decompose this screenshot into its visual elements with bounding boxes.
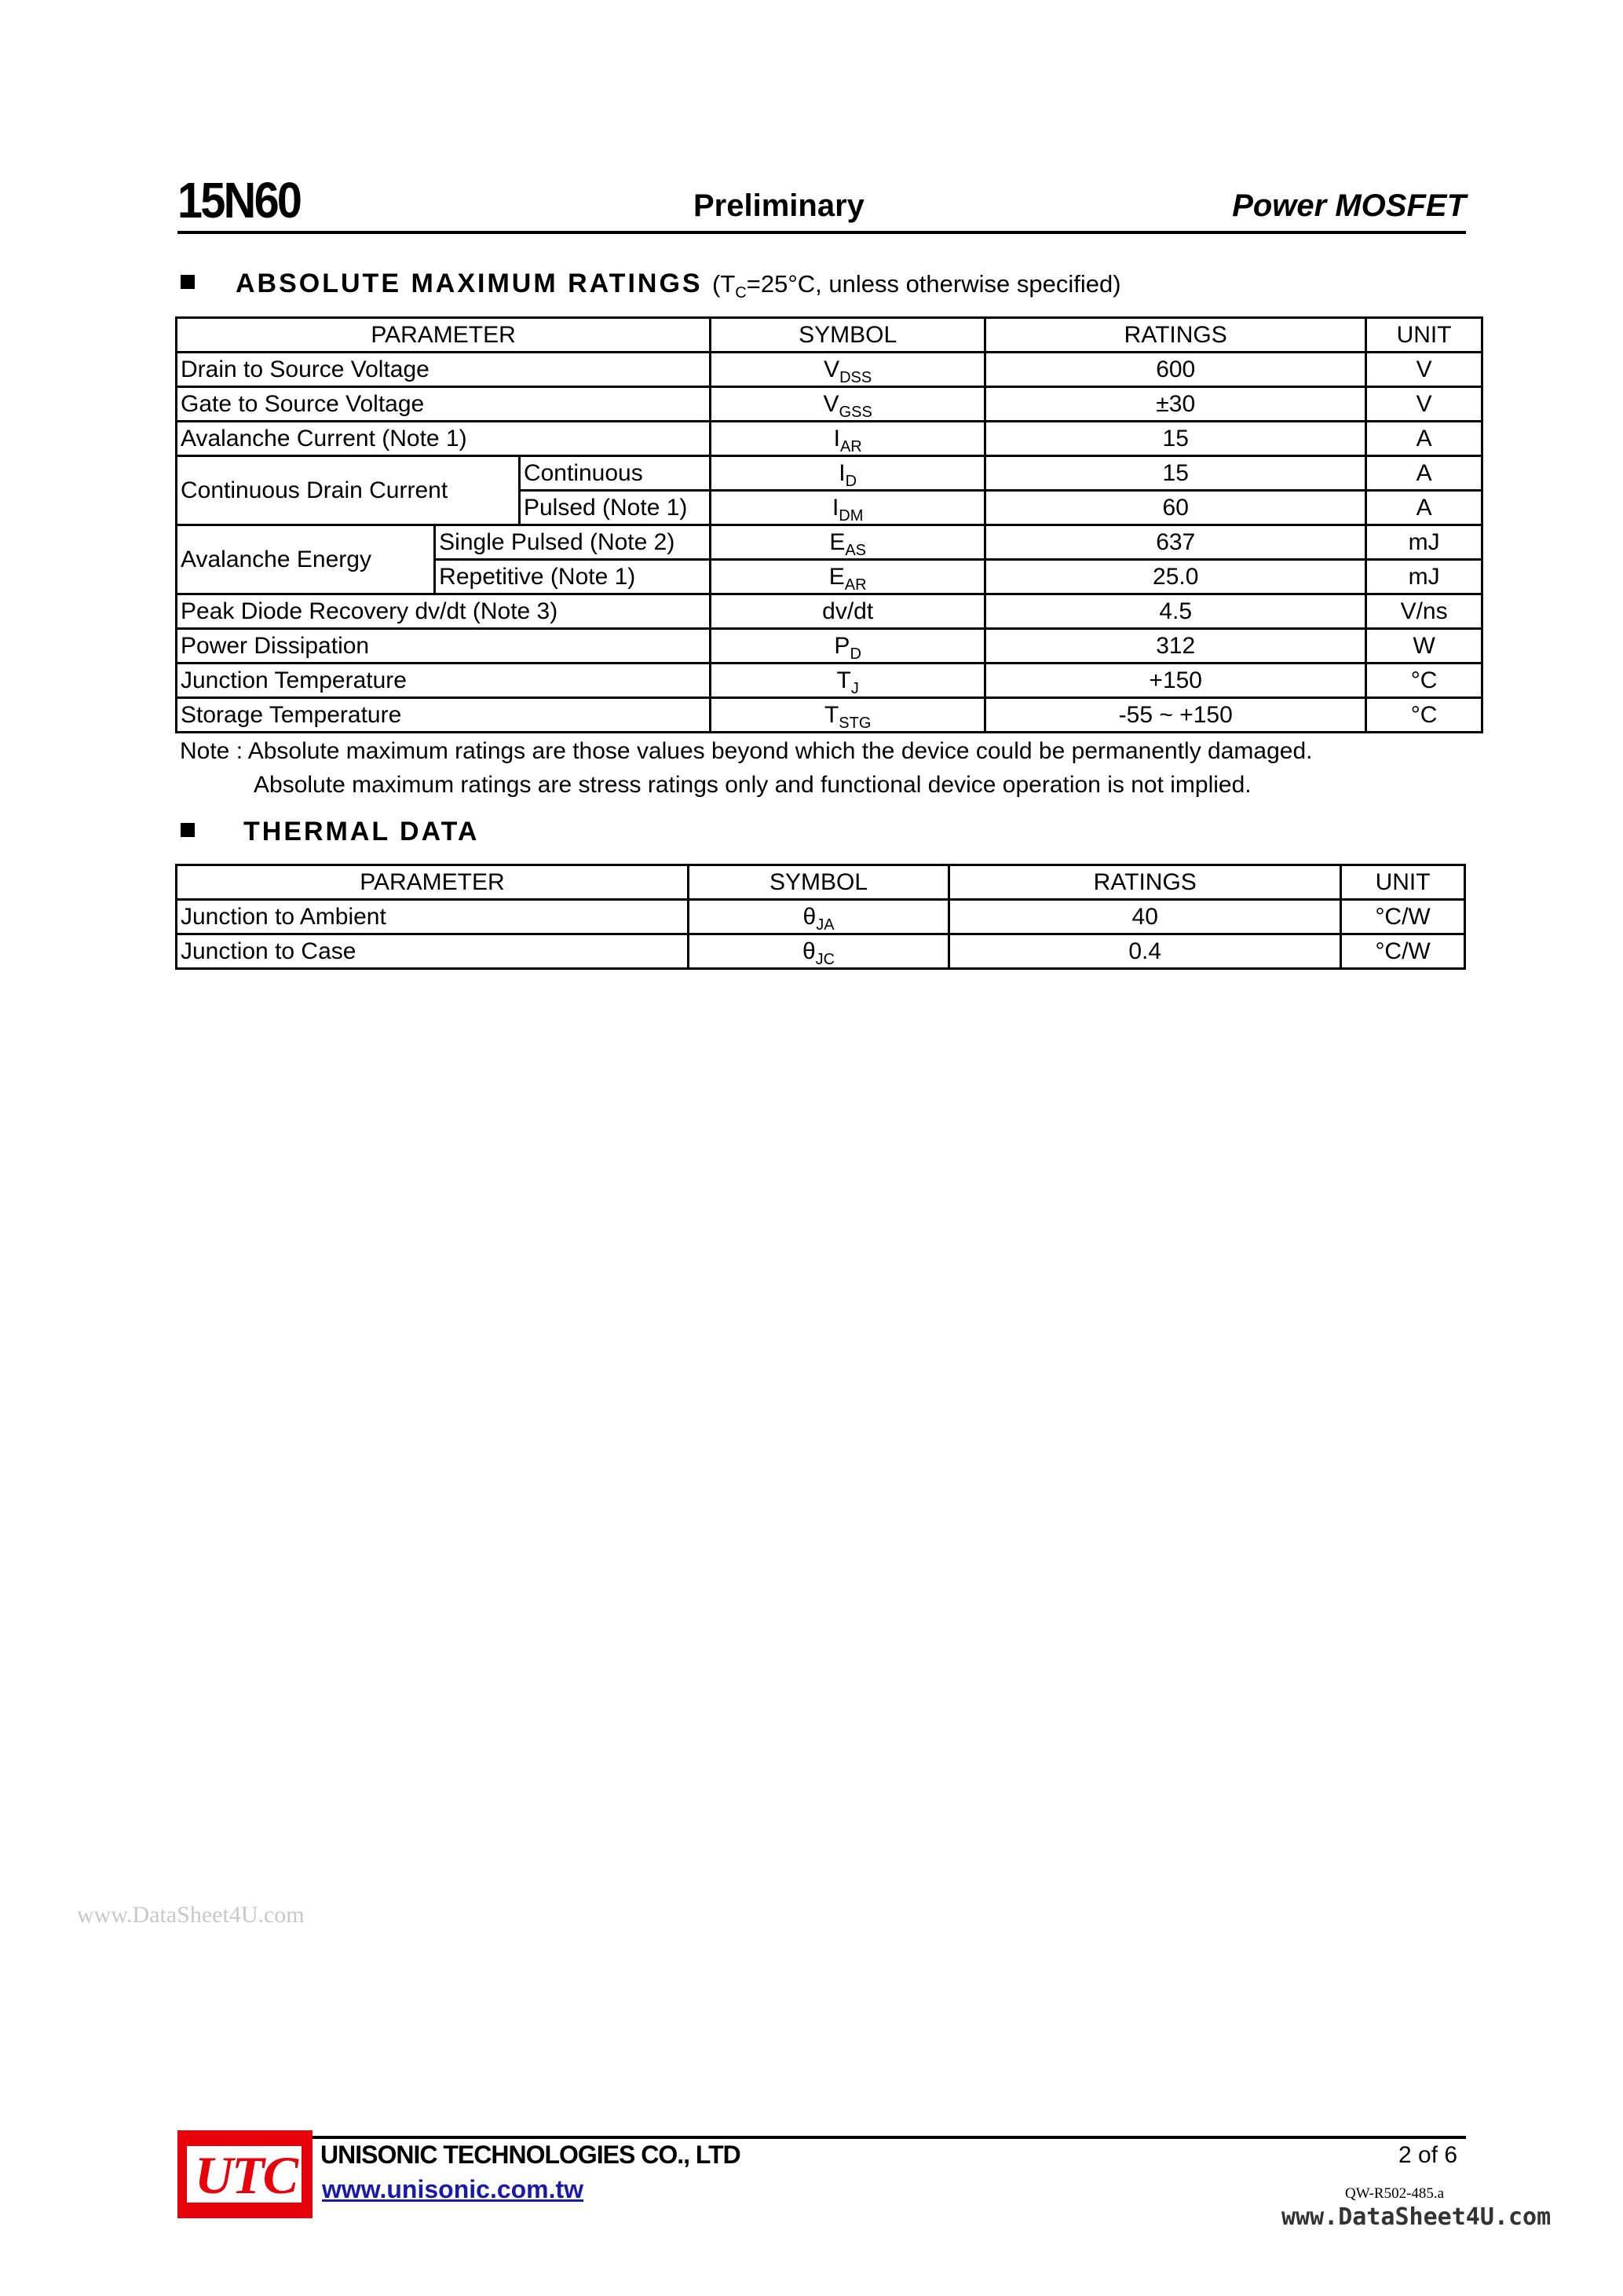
- unit-cell: A: [1366, 491, 1482, 525]
- rating-cell: 40: [949, 900, 1341, 934]
- table-row: [177, 594, 1482, 629]
- unit-cell: °C/W: [1341, 934, 1465, 969]
- symbol-cell: $\theta_{JA}$: [688, 900, 949, 934]
- abs-max-heading: [181, 269, 1121, 302]
- company-name: UNISONIC TECHNOLOGIES CO., LTD: [320, 2141, 740, 2169]
- utc-logo: UTC: [177, 2130, 313, 2218]
- condition-cell: Pulsed (Note 1): [519, 491, 710, 525]
- rating-cell: 60: [985, 491, 1366, 525]
- symbol-cell: $T_{STG}$: [711, 698, 985, 733]
- unit-cell: W: [1366, 629, 1482, 664]
- abs-max-title: ABSOLUTE MAXIMUM RATINGS: [236, 269, 703, 298]
- footer-watermark: www.DataSheet4U.com: [1281, 2203, 1552, 2231]
- header-symbol: SYMBOL: [688, 865, 949, 900]
- symbol-cell: $\theta_{JC}$: [688, 934, 949, 969]
- unit-cell: A: [1366, 456, 1482, 491]
- table-row: [177, 353, 1482, 387]
- unit-cell: mJ: [1366, 560, 1482, 594]
- rating-cell: 15: [985, 456, 1366, 491]
- unit-cell: V: [1366, 353, 1482, 387]
- rating-cell: -55 ~ +150: [985, 698, 1366, 733]
- param-cell: Avalanche Energy: [177, 525, 435, 594]
- symbol-cell: $V_{DSS}$: [711, 353, 985, 387]
- unit-cell: °C/W: [1341, 900, 1465, 934]
- page-number: 2 of 6: [1398, 2142, 1458, 2168]
- symbol-cell: $P_D$: [711, 629, 985, 664]
- rating-cell: ±30: [985, 387, 1366, 422]
- symbol-cell: $T_J$: [711, 664, 985, 698]
- abs-max-condition: ($T_C=25^\circ C$, unless otherwise specified): [712, 270, 1121, 302]
- square-bullet-icon: [181, 275, 195, 289]
- rating-cell: 637: [985, 525, 1366, 560]
- param-cell: Continuous Drain Current: [177, 456, 520, 525]
- thermal-title: THERMAL DATA: [243, 817, 480, 846]
- table-row: [177, 900, 1465, 934]
- condition-cell: Repetitive (Note 1): [435, 560, 711, 594]
- header-rule: [177, 231, 1466, 234]
- product-type: Power MOSFET: [1232, 188, 1466, 223]
- table-row: [177, 525, 1482, 560]
- symbol-cell: $E_{AR}$: [711, 560, 985, 594]
- document-status: Preliminary: [693, 188, 865, 223]
- unit-cell: V/ns: [1366, 594, 1482, 629]
- table-row: [177, 422, 1482, 456]
- symbol-cell: $I_{AR}$: [711, 422, 985, 456]
- header-ratings: RATINGS: [985, 318, 1366, 353]
- footer-rule: [177, 2136, 1466, 2139]
- abs-max-note-line-1: Note : Absolute maximum ratings are those values beyond which the device could be permanently damaged.: [180, 738, 1313, 764]
- symbol-cell: dv/dt: [711, 594, 985, 629]
- rating-cell: 600: [985, 353, 1366, 387]
- param-cell: Junction Temperature: [177, 664, 711, 698]
- unit-cell: A: [1366, 422, 1482, 456]
- param-cell: Storage Temperature: [177, 698, 711, 733]
- rating-cell: +150: [985, 664, 1366, 698]
- rating-cell: 15: [985, 422, 1366, 456]
- rating-cell: 25.0: [985, 560, 1366, 594]
- param-cell: Power Dissipation: [177, 629, 711, 664]
- header-symbol: SYMBOL: [711, 318, 985, 353]
- table-header-row: [177, 318, 1482, 353]
- unit-cell: °C: [1366, 698, 1482, 733]
- table-row: [177, 698, 1482, 733]
- param-cell: Drain to Source Voltage: [177, 353, 711, 387]
- condition-cell: Single Pulsed (Note 2): [435, 525, 711, 560]
- unit-cell: V: [1366, 387, 1482, 422]
- square-bullet-icon: [181, 823, 195, 837]
- document-number: QW-R502-485.a: [1345, 2185, 1445, 2202]
- param-cell: Junction to Case: [177, 934, 689, 969]
- table-row: [177, 934, 1465, 969]
- rating-cell: 4.5: [985, 594, 1366, 629]
- header-parameter: PARAMETER: [177, 318, 711, 353]
- table-header-row: [177, 865, 1465, 900]
- abs-max-note-line-2: Absolute maximum ratings are stress ratings only and functional device operation is not implied.: [254, 772, 1252, 798]
- company-website-link[interactable]: www.unisonic.com.tw: [322, 2175, 584, 2203]
- watermark: www.DataSheet4U.com: [77, 1902, 305, 1928]
- header-parameter: PARAMETER: [177, 865, 689, 900]
- header-unit: UNIT: [1366, 318, 1482, 353]
- table-row: [177, 629, 1482, 664]
- part-number: 15N60: [177, 172, 301, 229]
- thermal-table: [175, 864, 1466, 970]
- param-cell: Avalanche Current (Note 1): [177, 422, 711, 456]
- symbol-cell: $I_{DM}$: [711, 491, 985, 525]
- abs-max-table: [175, 316, 1483, 733]
- table-row: [177, 664, 1482, 698]
- header-unit: UNIT: [1341, 865, 1465, 900]
- symbol-cell: $E_{AS}$: [711, 525, 985, 560]
- rating-cell: 312: [985, 629, 1366, 664]
- thermal-heading: [181, 817, 479, 847]
- table-row: [177, 387, 1482, 422]
- symbol-cell: $I_D$: [711, 456, 985, 491]
- unit-cell: °C: [1366, 664, 1482, 698]
- rating-cell: 0.4: [949, 934, 1341, 969]
- param-cell: Gate to Source Voltage: [177, 387, 711, 422]
- param-cell: Junction to Ambient: [177, 900, 689, 934]
- symbol-cell: $V_{GSS}$: [711, 387, 985, 422]
- header-ratings: RATINGS: [949, 865, 1341, 900]
- table-row: [177, 456, 1482, 491]
- unit-cell: mJ: [1366, 525, 1482, 560]
- condition-cell: Continuous: [519, 456, 710, 491]
- param-cell: Peak Diode Recovery dv/dt (Note 3): [177, 594, 711, 629]
